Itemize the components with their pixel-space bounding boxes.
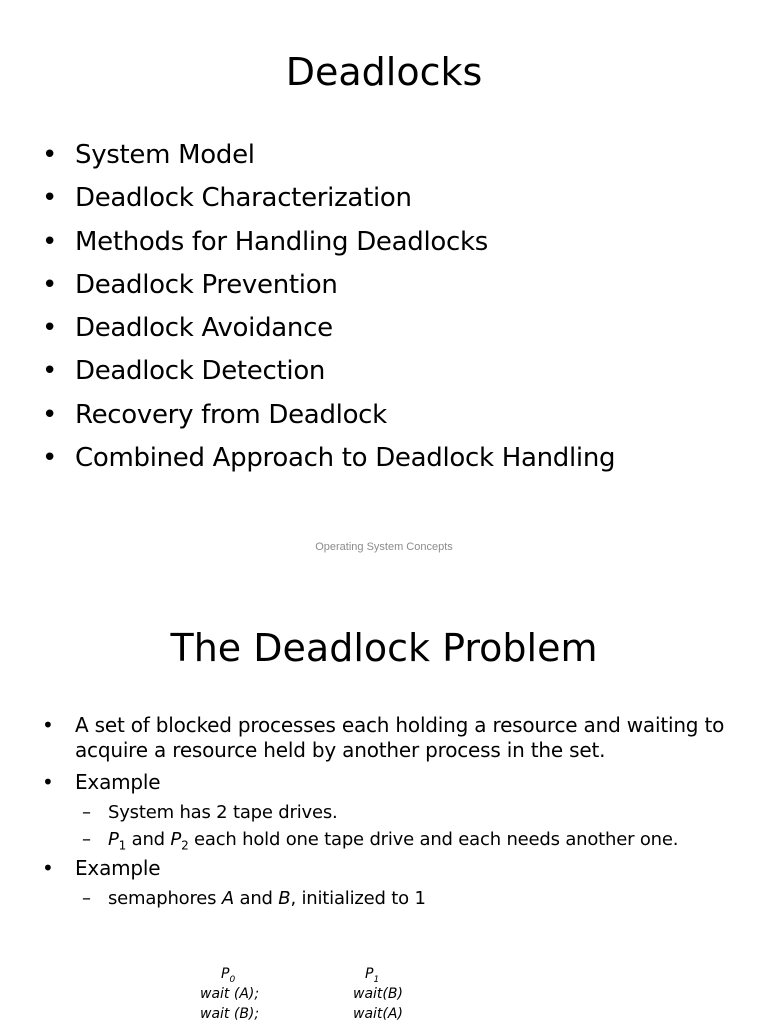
slide-deadlock-problem [0, 576, 768, 1024]
dash-icon: – [82, 888, 91, 909]
bullet-icon: • [42, 140, 58, 170]
list-item: • Example [42, 770, 161, 794]
sub-list-item: – $P_1$ and $P_2$ each hold one tape drive and each needs another one. [82, 829, 679, 853]
content-list [42, 713, 732, 915]
dash-icon: – [82, 829, 91, 850]
bullet-icon: • [42, 269, 58, 300]
code-line: wait(B) [353, 986, 403, 1002]
list-item: • Deadlock Detection [42, 352, 615, 395]
list-item: • Deadlock Avoidance [42, 309, 615, 352]
process-label: $P_0$ [221, 966, 236, 985]
code-line: wait (A); [200, 986, 260, 1002]
bullet-icon: • [42, 226, 58, 257]
bullet-icon: • [42, 770, 54, 794]
slide-title: Deadlocks [285, 50, 483, 94]
bullet-icon: • [42, 356, 58, 387]
list-item: • Recovery from Deadlock [42, 396, 615, 439]
dash-icon: – [82, 802, 91, 823]
process-label: $P_1$ [365, 966, 380, 985]
list-item: • System Model [42, 136, 615, 179]
process-p0-code [200, 964, 259, 1024]
slide-title: The Deadlock Problem [170, 626, 598, 670]
list-item: • A set of blocked processes each holding a resource and waiting to acquire a resource held by another process in the set. [42, 713, 725, 762]
bullet-icon: • [42, 713, 54, 737]
bullet-icon: • [42, 183, 58, 214]
slide-footer: Operating System Concepts [315, 541, 453, 553]
list-item: • Methods for Handling Deadlocks [42, 223, 615, 266]
bullet-icon: • [42, 443, 58, 474]
process-p1-code [353, 964, 403, 1024]
bullet-icon: • [42, 313, 58, 344]
code-line: wait (B); [200, 1006, 260, 1022]
code-line: wait(A) [353, 1006, 403, 1022]
bullet-icon: • [42, 399, 58, 430]
list-item: • Deadlock Prevention [42, 266, 615, 309]
list-item: • Example [42, 856, 161, 880]
bullet-icon: • [42, 856, 54, 880]
sub-list-item: – System has 2 tape drives. [82, 802, 338, 823]
topic-list [42, 136, 615, 482]
list-item: • Combined Approach to Deadlock Handling [42, 439, 615, 482]
sub-list-item: – semaphores A and B, initialized to 1 [82, 888, 426, 909]
list-item: • Deadlock Characterization [42, 179, 615, 222]
